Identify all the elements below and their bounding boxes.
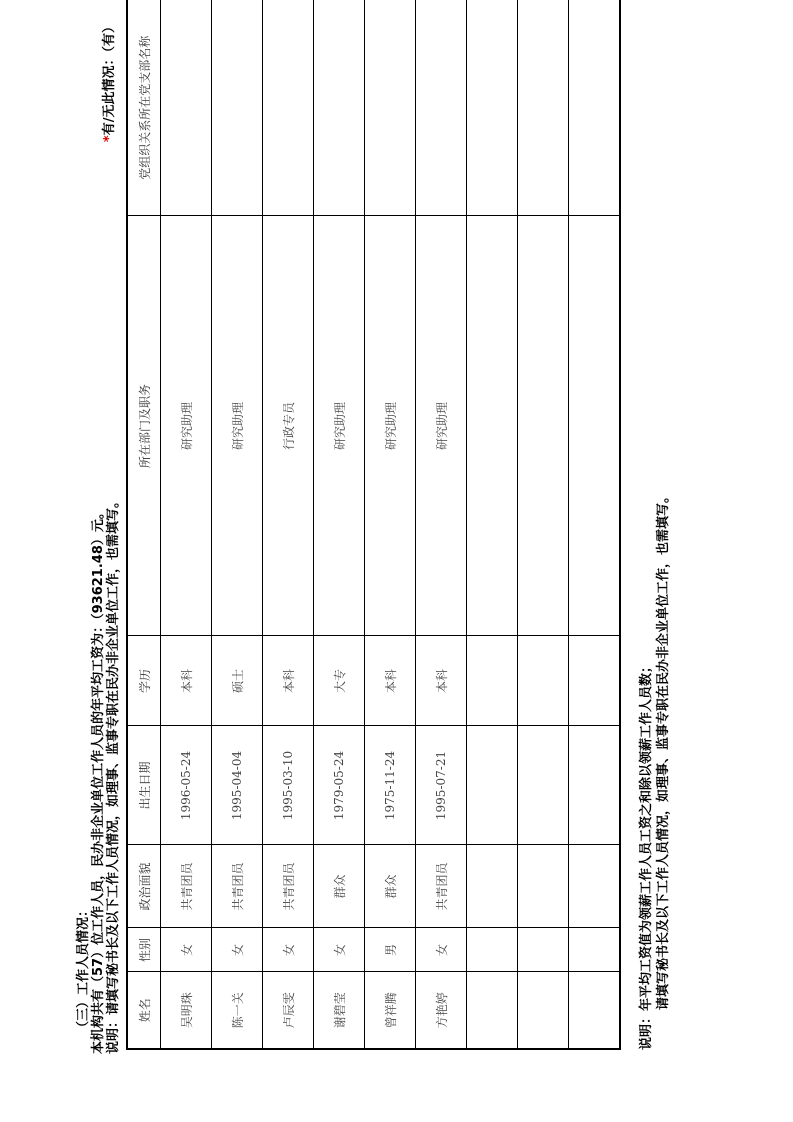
cell-party-branch (416, 0, 467, 216)
cell-party-branch (365, 0, 416, 216)
table-header-row (127, 0, 161, 1049)
cell-birth-date: 1975-11-24 (365, 726, 416, 845)
cell-political-status (518, 845, 569, 928)
cell-party-branch (212, 0, 263, 216)
cell-party-branch (263, 0, 314, 216)
cell-department-position: 研究助理 (416, 216, 467, 636)
table-row (569, 0, 621, 1049)
column-header-gender: 性别 (127, 928, 161, 972)
table-row (161, 0, 212, 1049)
cell-political-status: 群众 (365, 845, 416, 928)
footer-note-1: 说明：年平均工资值为领薪工作人员工资之和除以领薪工作人员数； (639, 659, 654, 1050)
cell-political-status: 群众 (314, 845, 365, 928)
cell-birth-date: 1995-04-04 (212, 726, 263, 845)
cell-birth-date (569, 726, 621, 845)
column-header-name: 姓名 (127, 972, 161, 1049)
cell-gender: 女 (263, 928, 314, 972)
cell-political-status: 共青团员 (212, 845, 263, 928)
cell-gender: 女 (161, 928, 212, 972)
cell-education: 本科 (365, 636, 416, 726)
cell-party-branch (569, 0, 621, 216)
cell-political-status: 共青团员 (416, 845, 467, 928)
cell-name (518, 972, 569, 1049)
cell-political-status (569, 845, 621, 928)
cell-name: 吴明珠 (161, 972, 212, 1049)
section-title: （三）工作人员情况： (76, 903, 91, 1034)
instruction-text: 说明：请填写秘书长及以下工作人员情况，如理事、监事专职在民办非企业单位工作，也需填写。 (106, 494, 121, 1054)
column-header-department-position: 所在部门及职务 (127, 216, 161, 636)
cell-birth-date: 1996-05-24 (161, 726, 212, 845)
cell-name (569, 972, 621, 1049)
cell-name: 陈一关 (212, 972, 263, 1049)
cell-department-position: 研究助理 (314, 216, 365, 636)
table-row (518, 0, 569, 1049)
cell-name: 谢碧莹 (314, 972, 365, 1049)
table-row (365, 0, 416, 1049)
column-header-education: 学历 (127, 636, 161, 726)
staff-count-line (91, 506, 106, 1054)
required-star: * (102, 135, 117, 143)
column-header-birth-date: 出生日期 (127, 726, 161, 845)
cell-gender: 女 (212, 928, 263, 972)
cell-name: 卢辰雯 (263, 972, 314, 1049)
column-header-political-status: 政治面貌 (127, 845, 161, 928)
table-row (416, 0, 467, 1049)
cell-education: 本科 (161, 636, 212, 726)
average-salary: 93621.48 (91, 545, 106, 614)
count-mid: ）位工作人员，民办非企业单位工作人员的年平均工资为：（ (91, 613, 106, 958)
cell-political-status: 共青团员 (263, 845, 314, 928)
cell-political-status (467, 845, 518, 928)
cell-gender: 男 (365, 928, 416, 972)
cell-gender (569, 928, 621, 972)
column-header-party-branch: 党组织关系所在党支部名称 (127, 0, 161, 216)
status-label: 有/无此情况：（有） (102, 20, 117, 136)
table-row (212, 0, 263, 1049)
status-indicator (98, 20, 117, 142)
cell-name: 方艳婷 (416, 972, 467, 1049)
cell-party-branch (518, 0, 569, 216)
cell-department-position: 行政专员 (263, 216, 314, 636)
cell-education (467, 636, 518, 726)
cell-party-branch (314, 0, 365, 216)
cell-name (467, 972, 518, 1049)
table-row (314, 0, 365, 1049)
cell-gender: 女 (416, 928, 467, 972)
cell-education (569, 636, 621, 726)
cell-department-position (518, 216, 569, 636)
cell-education: 本科 (416, 636, 467, 726)
cell-department-position: 研究助理 (365, 216, 416, 636)
cell-birth-date: 1995-07-21 (416, 726, 467, 845)
table-row (467, 0, 518, 1049)
cell-party-branch (161, 0, 212, 216)
cell-department-position (569, 216, 621, 636)
cell-gender (467, 928, 518, 972)
cell-department-position (467, 216, 518, 636)
cell-education: 硕士 (212, 636, 263, 726)
cell-birth-date: 1979-05-24 (314, 726, 365, 845)
cell-education (518, 636, 569, 726)
cell-education: 大专 (314, 636, 365, 726)
count-suffix: ）元。 (91, 506, 106, 546)
count-prefix: 本机构共有（ (91, 975, 106, 1054)
cell-department-position: 研究助理 (212, 216, 263, 636)
cell-birth-date (467, 726, 518, 845)
cell-gender: 女 (314, 928, 365, 972)
table-row (263, 0, 314, 1049)
cell-birth-date (518, 726, 569, 845)
cell-birth-date: 1995-03-10 (263, 726, 314, 845)
staff-count: 57 (91, 957, 106, 976)
cell-political-status: 共青团员 (161, 845, 212, 928)
cell-party-branch (467, 0, 518, 216)
footer-note-2: 请填写秘书长及以下工作人员情况，如理事、监事专职在民办非企业单位工作，也需填写。 (656, 489, 671, 1010)
cell-gender (518, 928, 569, 972)
cell-education: 本科 (263, 636, 314, 726)
staff-table (126, 0, 621, 1050)
cell-department-position: 研究助理 (161, 216, 212, 636)
cell-name: 曾祥腾 (365, 972, 416, 1049)
